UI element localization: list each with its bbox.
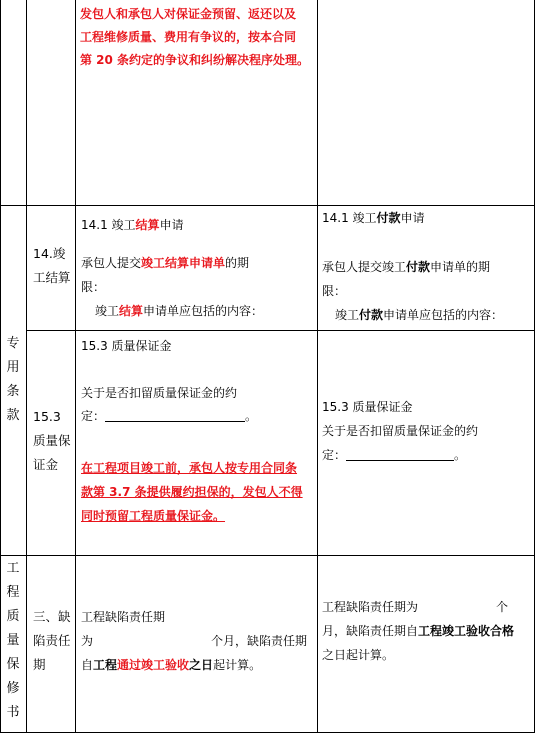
vertical-char: 用 bbox=[6, 360, 20, 375]
row3-right-line2: 月，缺陷责任期自工程竣工验收合格 bbox=[322, 624, 515, 638]
row15-mid-question-line1: 关于是否扣留质量保证金的约 bbox=[81, 386, 238, 400]
table-border-left bbox=[0, 0, 1, 733]
row3-mid-line1: 工程缺陷责任期 bbox=[81, 610, 166, 624]
row3-label-line2: 陷责任 bbox=[33, 633, 71, 648]
row15-mid-red-line3: 同时预留工程质量保证金。 bbox=[81, 509, 226, 523]
row14-right-p2: 竣工付款申请单应包括的内容： bbox=[335, 308, 504, 322]
row15-right-heading: 15.3 质量保证金 bbox=[322, 400, 413, 414]
row15-right-question-line2: 定： 。 bbox=[322, 448, 467, 462]
row15-mid-red-line1: 在工程项目竣工前，承包人按专用合同条 bbox=[81, 461, 298, 475]
group-label-warranty bbox=[5, 557, 21, 725]
top-row-text-line3: 第 20 条约定的争议和纠纷解决程序处理。 bbox=[80, 53, 310, 67]
vertical-char: 款 bbox=[6, 408, 20, 423]
table-divider-col2 bbox=[75, 0, 76, 733]
row3-mid-line2: 为 个月，缺陷责任期 bbox=[81, 634, 308, 648]
row15-mid-red-line2: 款第 3.7 条提供履约担保的，发包人不得 bbox=[81, 485, 303, 499]
row15-label-line2: 质量保 bbox=[33, 433, 71, 448]
row-divider-14-15 bbox=[26, 330, 535, 331]
row15-right-question-line1: 关于是否扣留质量保证金的约 bbox=[322, 424, 479, 438]
row14-right-p1: 承包人提交竣工付款申请单的期 bbox=[322, 260, 491, 274]
row14-right-p1-line2: 限： bbox=[322, 284, 347, 298]
row3-right-line3: 之日起计算。 bbox=[322, 648, 395, 662]
vertical-char: 保 bbox=[6, 657, 20, 672]
table-divider-col1 bbox=[26, 0, 27, 733]
row-divider-top bbox=[0, 205, 535, 206]
vertical-char: 质 bbox=[6, 609, 20, 624]
row14-label-line1: 14.竣 bbox=[33, 246, 66, 261]
vertical-char: 量 bbox=[6, 633, 20, 648]
group2-label-text bbox=[5, 557, 21, 725]
row15-mid-heading: 15.3 质量保证金 bbox=[81, 339, 172, 353]
row-divider-15-3 bbox=[0, 555, 535, 556]
vertical-char: 专 bbox=[6, 336, 20, 351]
vertical-char: 工 bbox=[6, 561, 20, 576]
row3-label-line3: 期 bbox=[33, 657, 46, 672]
vertical-char: 书 bbox=[6, 705, 20, 720]
top-row-text-line1: 发包人和承包人对保证金预留、返还以及 bbox=[80, 7, 297, 21]
vertical-char: 条 bbox=[6, 384, 20, 399]
vertical-char: 程 bbox=[6, 585, 20, 600]
row15-label-line3: 证金 bbox=[33, 457, 59, 472]
row15-label-line1: 15.3 bbox=[33, 409, 61, 424]
row3-mid-line3: 自工程通过竣工验收之日起计算。 bbox=[81, 658, 262, 672]
row3-right-line1: 工程缺陷责任期为 个 bbox=[322, 600, 509, 614]
row3-label-line1: 三、缺 bbox=[33, 609, 71, 624]
table-divider-col3 bbox=[317, 0, 318, 733]
row15-mid-question-line2: 定： 。 bbox=[81, 409, 258, 423]
row14-right-heading: 14.1 竣工付款申请 bbox=[322, 211, 425, 225]
top-row-text-line2: 工程维修质量、费用有争议的，按本合同 bbox=[80, 30, 297, 44]
row14-mid-heading: 14.1 竣工结算申请 bbox=[81, 218, 184, 232]
group-label-text bbox=[5, 332, 21, 428]
row14-label-line2: 工结算 bbox=[33, 270, 71, 285]
row14-mid-p1: 承包人提交竣工结算申请单的期 bbox=[81, 256, 250, 270]
row15-mid-answer-blank[interactable] bbox=[105, 408, 245, 422]
group-label-special-terms bbox=[5, 332, 21, 428]
row14-mid-p1-line2: 限： bbox=[81, 280, 106, 294]
row15-right-answer-blank[interactable] bbox=[346, 447, 454, 461]
row14-mid-p2: 竣工结算申请单应包括的内容： bbox=[95, 304, 264, 318]
vertical-char: 修 bbox=[6, 681, 20, 696]
